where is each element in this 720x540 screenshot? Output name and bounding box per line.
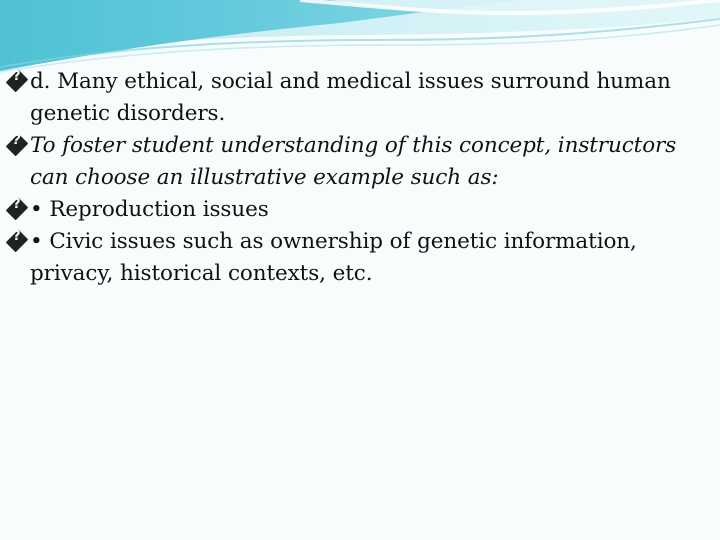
bullet-line-3 (8, 194, 708, 226)
line-text-1: d. Many ethical, social and medical issues surround human (30, 69, 671, 94)
slide-content (8, 66, 708, 290)
line-text-5: • Reproduction issues (30, 197, 269, 222)
line-text-2: genetic disorders. (30, 101, 226, 126)
bullet-line-1 (8, 66, 708, 98)
line-text-4: can choose an illustrative example such as: (30, 165, 499, 190)
continuation-line-1 (8, 98, 708, 130)
unknown-character-bullet-icon (8, 199, 28, 219)
unknown-character-bullet-icon (8, 71, 28, 91)
continuation-line-3 (8, 258, 708, 290)
bullet-line-4 (8, 226, 708, 258)
unknown-character-bullet-icon (8, 231, 28, 251)
line-text-6: • Civic issues such as ownership of genetic information, (30, 229, 637, 254)
line-text-7: privacy, historical contexts, etc. (30, 261, 373, 286)
continuation-line-2 (8, 162, 708, 194)
unknown-character-bullet-icon (8, 135, 28, 155)
line-text-3: To foster student understanding of this concept, instructors (30, 133, 677, 158)
bullet-line-2 (8, 130, 708, 162)
